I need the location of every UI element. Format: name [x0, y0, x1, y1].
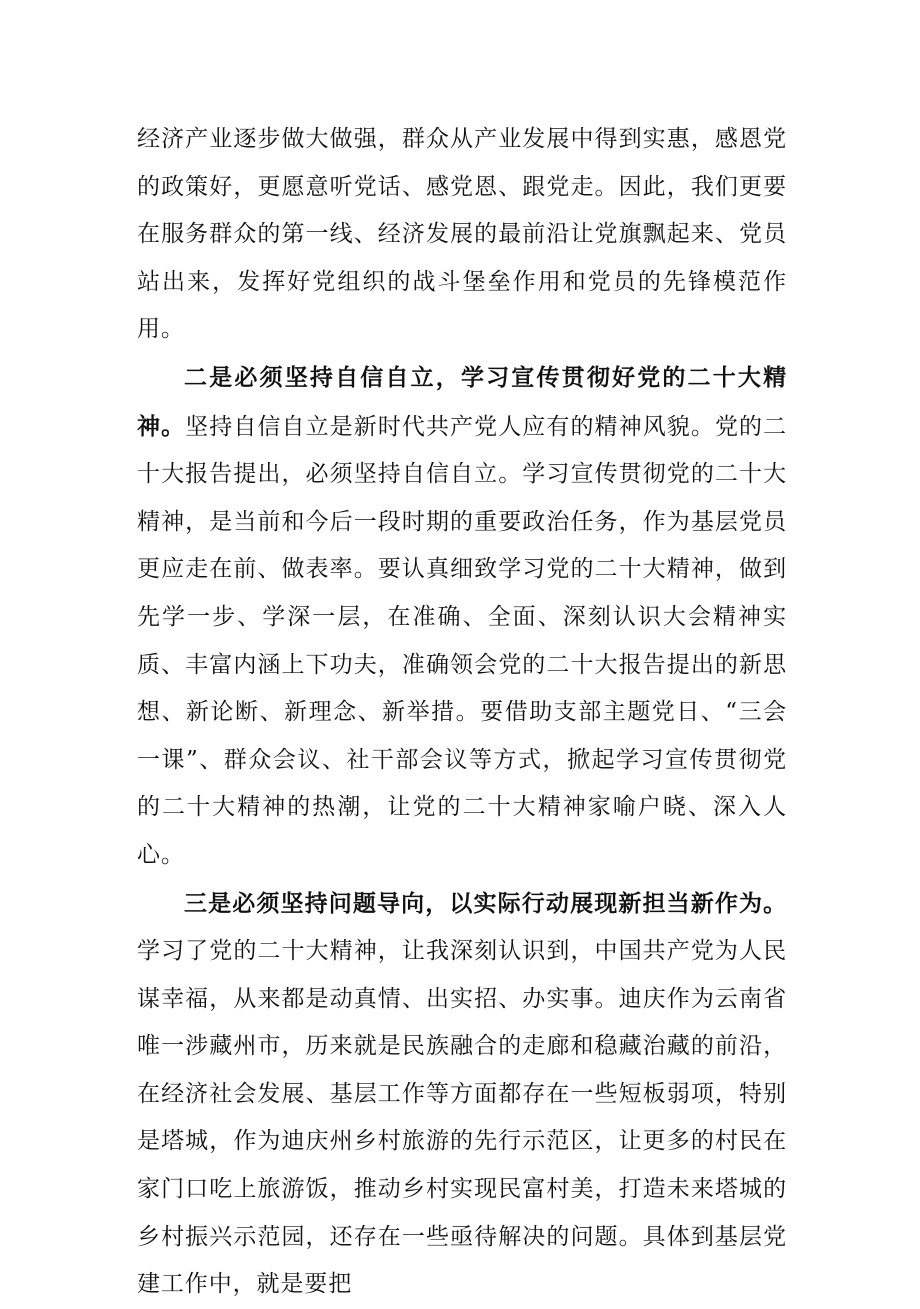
paragraph-point-two [137, 354, 787, 880]
point-two-heading: 二是必须坚持自信自立，学习宣传贯彻好党的二十大精神。 [137, 363, 787, 440]
paragraph-point-three [137, 880, 787, 1309]
point-two-body: 坚持自信自立是新时代共产党人应有的精神风貌。党的二十大报告提出，必须坚持自信自立。学习宣传贯彻党的二十大精神，是当前和今后一段时期的重要政治任务，作为基层党员更应走在前、做表率。要认真细致学习党的二十大精神，做到先学一步、学深一层，在准确、全面、深刻认识大会精神实质、丰富内涵上下功夫，准确领会党的二十大报告提出的新思想、新论断、新理念、新举措。要借助支部主题党日、“三会一课”、群众会议、社干部会议等方式，掀起学习宣传贯彻党的二十大精神的热潮，让党的二十大精神家喻户晓、深入人心。 [137, 413, 787, 868]
document-body [137, 116, 787, 1309]
point-three-heading: 三是必须坚持问题导向，以实际行动展现新担当新作为。 [184, 889, 787, 917]
point-three-body: 学习了党的二十大精神，让我深刻认识到，中国共产党为人民谋幸福，从来都是动真情、出实招、办实事。迪庆作为云南省唯一涉藏州市，历来就是民族融合的走廊和稳藏治藏的前沿，在经济社会发展、基层工作等方面都存在一些短板弱项，特别是塔城，作为迪庆州乡村旅游的先行示范区，让更多的村民在家门口吃上旅游饭，推动乡村实现民富村美，打造未来塔城的乡村振兴示范园，还存在一些亟待解决的问题。具体到基层党建工作中，就是要把 [137, 938, 787, 1298]
paragraph-continuation: 经济产业逐步做大做强，群众从产业发展中得到实惠，感恩党的政策好，更愿意听党话、感党恩、跟党走。因此，我们更要在服务群众的第一线、经济发展的最前沿让党旗飘起来、党员站出来，发挥好党组织的战斗堡垒作用和党员的先锋模范作用。 [137, 126, 787, 343]
